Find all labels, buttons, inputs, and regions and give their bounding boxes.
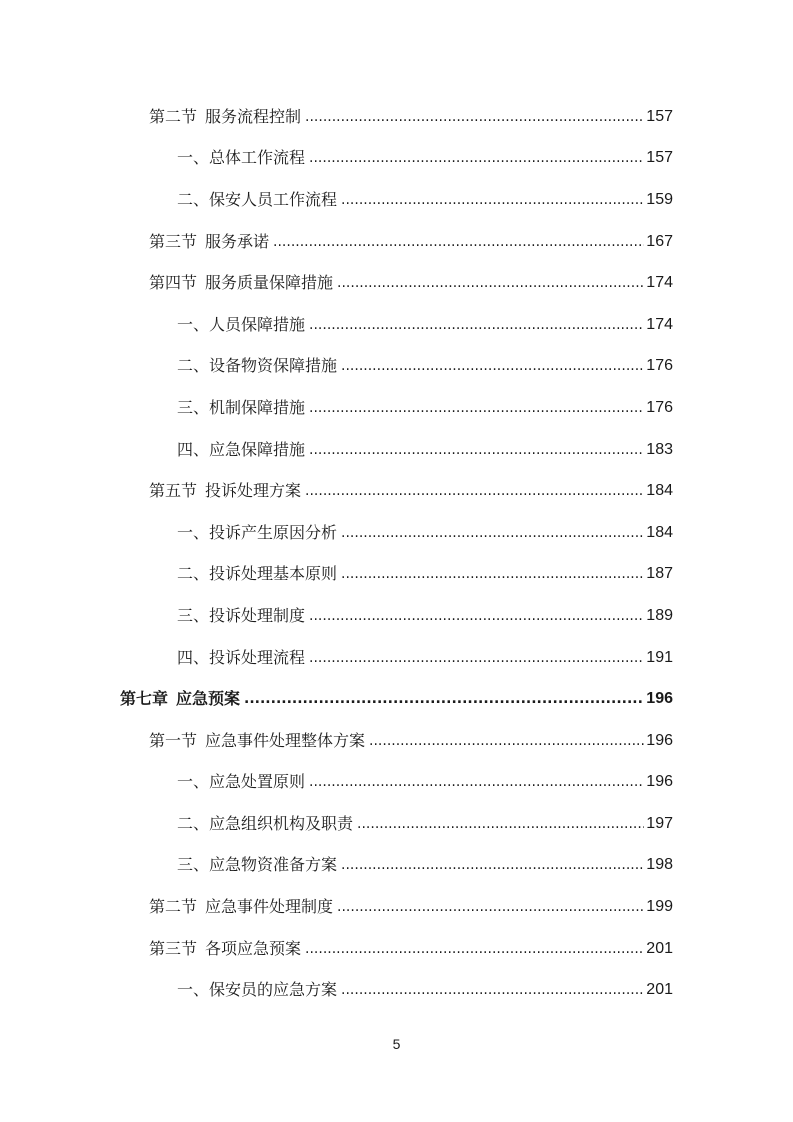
toc-entry-number: 第二节 (149, 106, 198, 126)
dot-leader (341, 980, 644, 1000)
table-of-contents (0, 96, 793, 1011)
toc-entry-page: 199 (646, 898, 673, 916)
toc-chapter-entry[interactable] (0, 678, 793, 720)
dot-leader (305, 481, 644, 501)
toc-entry-page: 187 (646, 565, 673, 583)
toc-entry-page: 196 (646, 773, 673, 791)
toc-entry[interactable] (0, 886, 793, 928)
toc-entry-label: 应急预案 (176, 689, 241, 709)
toc-entry[interactable] (0, 262, 793, 304)
toc-entry-label: 四、投诉处理流程 (177, 647, 306, 667)
toc-entry-label: 一、保安员的应急方案 (177, 980, 338, 1000)
dot-leader (309, 440, 644, 460)
toc-entry-label: 服务承诺 (205, 231, 270, 251)
toc-entry-title (149, 939, 301, 959)
toc-entry-title (177, 564, 337, 584)
toc-entry[interactable] (0, 554, 793, 596)
toc-entry-page: 184 (646, 523, 673, 541)
toc-entry[interactable] (0, 96, 793, 138)
toc-entry-page: 201 (646, 939, 673, 957)
toc-entry-page: 174 (646, 315, 673, 333)
toc-entry-page: 183 (646, 440, 673, 458)
toc-entry[interactable] (0, 845, 793, 887)
dot-leader (337, 897, 644, 917)
toc-entry-label: 投诉处理方案 (205, 481, 302, 501)
toc-entry-title (177, 606, 305, 626)
dot-leader (341, 190, 644, 210)
dot-leader (273, 232, 644, 252)
toc-entry-title (177, 648, 305, 668)
toc-entry-page: 176 (646, 357, 673, 375)
toc-entry-label: 四、应急保障措施 (177, 439, 306, 459)
toc-entry-title (177, 772, 305, 792)
toc-entry-page: 176 (646, 398, 673, 416)
toc-entry-title (149, 731, 365, 751)
toc-entry-number: 第七章 (120, 689, 169, 709)
dot-leader (305, 939, 644, 959)
toc-entry-label: 三、投诉处理制度 (177, 605, 306, 625)
dot-leader (309, 315, 644, 335)
toc-entry-label: 一、总体工作流程 (177, 148, 306, 168)
toc-entry-label: 应急事件处理制度 (205, 897, 334, 917)
toc-entry-label: 二、应急组织机构及职责 (177, 813, 354, 833)
toc-entry-number: 第三节 (149, 231, 198, 251)
toc-entry-label: 二、设备物资保障措施 (177, 356, 338, 376)
toc-entry[interactable] (0, 387, 793, 429)
toc-entry[interactable] (0, 179, 793, 221)
toc-entry[interactable] (0, 304, 793, 346)
toc-entry[interactable] (0, 637, 793, 679)
toc-entry-title (177, 398, 305, 418)
toc-entry-title (177, 980, 337, 1000)
toc-entry-page: 184 (646, 482, 673, 500)
toc-entry[interactable] (0, 429, 793, 471)
toc-entry[interactable] (0, 470, 793, 512)
toc-entry-label: 二、保安人员工作流程 (177, 189, 338, 209)
dot-leader (309, 148, 644, 168)
toc-entry-number: 第二节 (149, 897, 198, 917)
dot-leader (341, 356, 644, 376)
toc-entry-label: 一、应急处置原则 (177, 772, 306, 792)
toc-entry-label: 二、投诉处理基本原则 (177, 564, 338, 584)
toc-entry[interactable] (0, 221, 793, 263)
toc-entry-page: 167 (646, 232, 673, 250)
toc-entry-title (149, 481, 301, 501)
toc-entry[interactable] (0, 595, 793, 637)
dot-leader (341, 523, 644, 543)
dot-leader (337, 273, 644, 293)
toc-entry-number: 第四节 (149, 273, 198, 293)
toc-entry[interactable] (0, 762, 793, 804)
toc-entry-label: 三、机制保障措施 (177, 397, 306, 417)
toc-entry-page: 198 (646, 856, 673, 874)
toc-entry-page: 159 (646, 190, 673, 208)
toc-entry-title (149, 107, 301, 127)
dot-leader (369, 731, 644, 751)
toc-entry-title (149, 273, 333, 293)
toc-entry-label: 一、投诉产生原因分析 (177, 522, 338, 542)
dot-leader (244, 689, 644, 709)
toc-entry-title (177, 315, 305, 335)
dot-leader (357, 814, 644, 834)
dot-leader (309, 772, 644, 792)
toc-entry-page: 189 (646, 606, 673, 624)
dot-leader (309, 606, 644, 626)
toc-entry-page: 191 (646, 648, 673, 666)
toc-entry-title (177, 814, 353, 834)
toc-entry-page: 196 (646, 731, 673, 749)
toc-entry[interactable] (0, 803, 793, 845)
toc-entry-title (177, 523, 337, 543)
toc-entry[interactable] (0, 346, 793, 388)
toc-entry-title (149, 232, 269, 252)
toc-entry-title (177, 440, 305, 460)
dot-leader (309, 648, 644, 668)
toc-entry-label: 三、应急物资准备方案 (177, 855, 338, 875)
toc-entry-label: 一、人员保障措施 (177, 314, 306, 334)
dot-leader (341, 855, 644, 875)
toc-entry-page: 157 (646, 107, 673, 125)
toc-entry[interactable] (0, 969, 793, 1011)
toc-entry-number: 第一节 (149, 730, 198, 750)
toc-entry-label: 应急事件处理整体方案 (205, 730, 366, 750)
toc-entry[interactable] (0, 512, 793, 554)
toc-entry-title (177, 190, 337, 210)
toc-entry-title (149, 897, 333, 917)
toc-entry-page: 196 (646, 690, 673, 708)
toc-entry-title (177, 356, 337, 376)
toc-entry[interactable] (0, 720, 793, 762)
toc-entry-number: 第三节 (149, 938, 198, 958)
toc-entry[interactable] (0, 138, 793, 180)
toc-entry-label: 服务质量保障措施 (205, 273, 334, 293)
toc-entry-title (177, 148, 305, 168)
dot-leader (341, 564, 644, 584)
toc-entry-number: 第五节 (149, 481, 198, 501)
toc-entry[interactable] (0, 928, 793, 970)
toc-entry-page: 201 (646, 981, 673, 999)
toc-entry-title (120, 689, 240, 709)
toc-entry-label: 各项应急预案 (205, 938, 302, 958)
page-number: 5 (392, 1036, 401, 1052)
toc-entry-title (177, 855, 337, 875)
dot-leader (309, 398, 644, 418)
toc-entry-page: 174 (646, 274, 673, 292)
dot-leader (305, 107, 644, 127)
toc-entry-page: 197 (646, 814, 673, 832)
toc-entry-label: 服务流程控制 (205, 106, 302, 126)
toc-entry-page: 157 (646, 149, 673, 167)
